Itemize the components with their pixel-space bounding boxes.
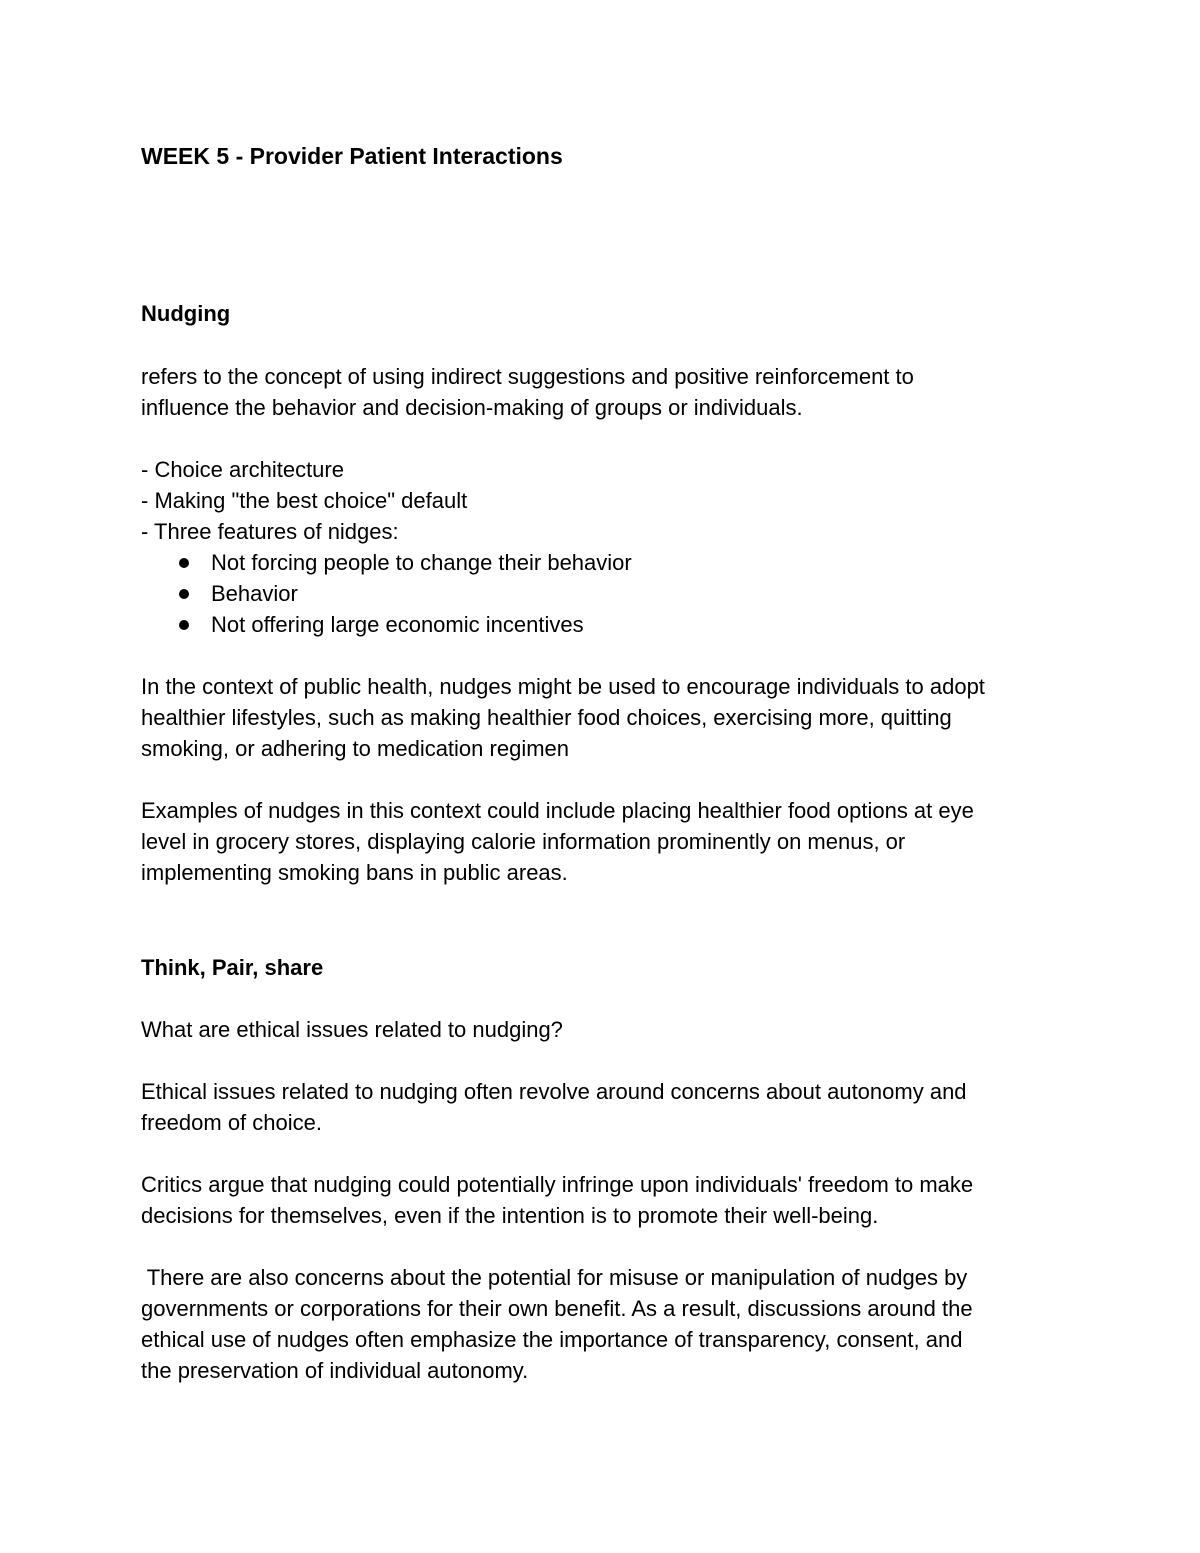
paragraph-line: Examples of nudges in this context could include placing healthier food options at eye [141,798,974,823]
paragraph-line: decisions for themselves, even if the intention is to promote their well-being. [141,1203,879,1228]
page-title: WEEK 5 - Provider Patient Interactions [141,143,563,169]
paragraph-line: healthier lifestyles, such as making healthier food choices, exercising more, quitting [141,705,952,730]
section-heading-nudging: Nudging [141,301,231,326]
bullet-item [211,609,584,640]
dash-item: - Making "the best choice" default [141,488,468,513]
paragraph-line: Ethical issues related to nudging often revolve around concerns about autonomy and [141,1079,967,1104]
bullet-text: Not offering large economic incentives [211,612,584,637]
paragraph-line: freedom of choice. [141,1110,322,1135]
paragraph-line: Critics argue that nudging could potentially infringe upon individuals' freedom to make [141,1172,974,1197]
bullet-item [211,547,632,578]
definition-line: influence the behavior and decision-making of groups or individuals. [141,395,803,420]
bullet-dot-icon [179,558,189,568]
paragraph-line: implementing smoking bans in public areas. [141,860,568,885]
dash-item: - Three features of nidges: [141,519,399,544]
paragraph-line: level in grocery stores, displaying calorie information prominently on menus, or [141,829,906,854]
paragraph-line: In the context of public health, nudges might be used to encourage individuals to adopt [141,674,985,699]
question-line: What are ethical issues related to nudging? [141,1017,563,1042]
bullet-dot-icon [179,620,189,630]
paragraph-line: the preservation of individual autonomy. [141,1358,529,1383]
bullet-item [211,578,298,609]
bullet-text: Behavior [211,581,298,606]
definition-line: refers to the concept of using indirect suggestions and positive reinforcement to [141,364,914,389]
bullet-dot-icon [179,589,189,599]
section-heading-think-pair-share: Think, Pair, share [141,955,324,980]
paragraph-line: There are also concerns about the potential for misuse or manipulation of nudges by [141,1265,968,1290]
bullet-text: Not forcing people to change their behavior [211,550,632,575]
paragraph-line: governments or corporations for their own benefit. As a result, discussions around the [141,1296,973,1321]
dash-item: - Choice architecture [141,457,344,482]
paragraph-line: smoking, or adhering to medication regimen [141,736,570,761]
paragraph-line: ethical use of nudges often emphasize the importance of transparency, consent, and [141,1327,963,1352]
